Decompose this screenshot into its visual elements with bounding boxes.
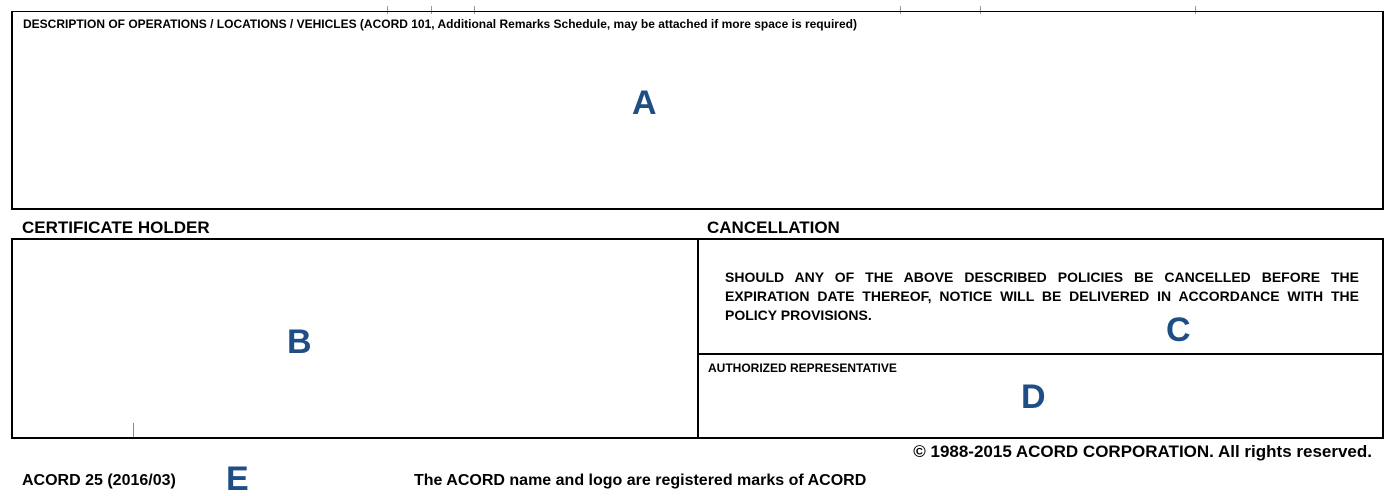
trademark-notice: The ACORD name and logo are registered marks of ACORD xyxy=(414,472,867,489)
cancellation-notice-text: SHOULD ANY OF THE ABOVE DESCRIBED POLICIES BE CANCELLED BEFORE THE EXPIRATION DATE THEREOF, NOTICE WILL BE DELIVERED IN ACCORDANCE WITH THE POLICY PROVISIONS. xyxy=(725,269,1359,323)
marker-c: C xyxy=(1166,311,1191,349)
form-id: ACORD 25 (2016/03) xyxy=(22,472,176,489)
horizontal-divider xyxy=(699,353,1382,355)
certificate-holder-title: CERTIFICATE HOLDER xyxy=(22,218,210,237)
vertical-divider xyxy=(697,240,699,437)
marker-e: E xyxy=(226,460,249,496)
marker-b: B xyxy=(287,323,312,361)
tick-mark xyxy=(133,423,134,437)
authorized-representative-label: AUTHORIZED REPRESENTATIVE xyxy=(708,361,897,375)
description-of-operations-box[interactable] xyxy=(11,11,1384,210)
description-label: DESCRIPTION OF OPERATIONS / LOCATIONS / VEHICLES (ACORD 101, Additional Remarks Schedule, may be attached if more space is required) xyxy=(23,17,857,31)
marker-d: D xyxy=(1021,378,1046,416)
marker-a: A xyxy=(632,84,657,122)
copyright-notice: © 1988-2015 ACORD CORPORATION. All rights reserved. xyxy=(913,442,1372,461)
cancellation-title: CANCELLATION xyxy=(707,218,840,237)
